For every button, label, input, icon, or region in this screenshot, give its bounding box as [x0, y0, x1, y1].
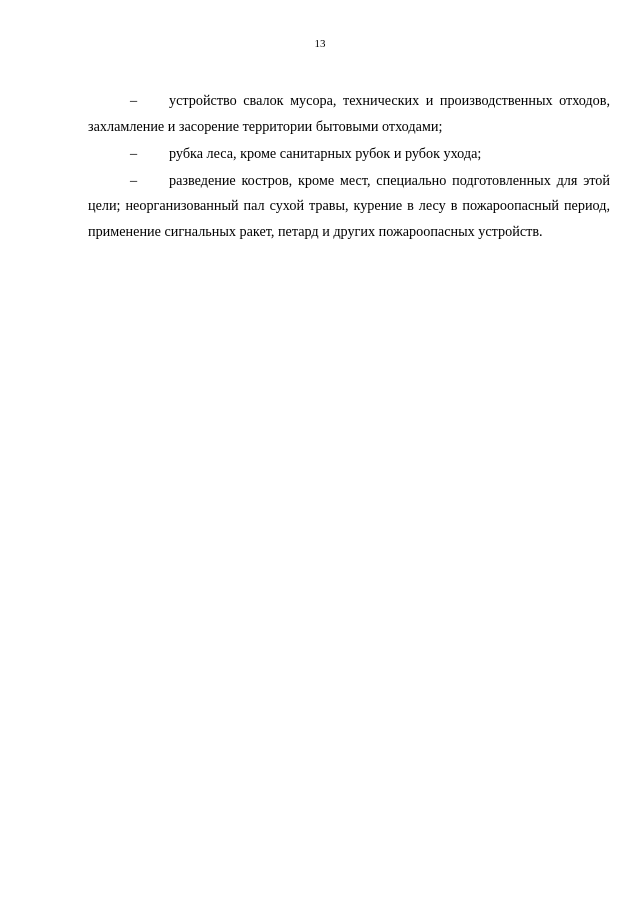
- list-dash: –: [130, 93, 138, 109]
- page-number: 13: [314, 38, 326, 50]
- document-body: [88, 89, 610, 247]
- list-dash: –: [130, 172, 138, 189]
- list-item-text: разведение костров, кроме мест, специально подготовленных для этой цели; неорганизованный пал сухой травы, курение в лесу в пожароопасный период, применение сигнальных ракет, петард и других пожароопасных устройств.: [88, 172, 610, 240]
- list-item: [88, 142, 610, 168]
- list-item-text: устройство свалок мусора, технических и производственных отходов, захламление и засорение территории бытовыми отходами;: [88, 93, 610, 135]
- list-item-text: рубка леса, кроме санитарных рубок и рубок ухода;: [169, 145, 482, 162]
- list-dash: –: [130, 145, 138, 162]
- list-item: [88, 89, 610, 140]
- list-item: [88, 169, 610, 246]
